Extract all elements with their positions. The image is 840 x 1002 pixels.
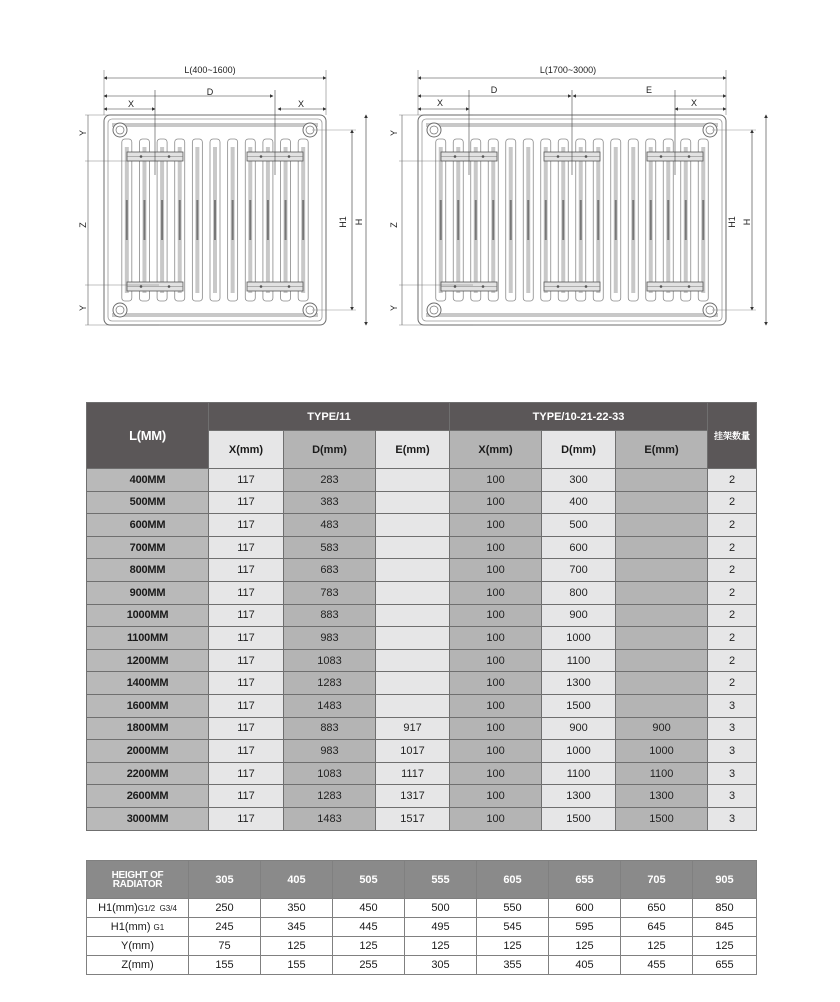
d-type11-cell: 1083 bbox=[284, 762, 376, 785]
height-value-cell: 255 bbox=[333, 956, 405, 975]
length-cell: 1400MM bbox=[87, 672, 209, 695]
x-type11-cell: 117 bbox=[209, 807, 284, 830]
height-column-header: 405 bbox=[261, 861, 333, 899]
e-type10-cell bbox=[616, 649, 708, 672]
height-value-cell: 125 bbox=[549, 937, 621, 956]
e-type10-cell bbox=[616, 672, 708, 695]
length-cell: 600MM bbox=[87, 514, 209, 537]
radiator-drawings bbox=[0, 0, 840, 340]
bracket-screw-icon bbox=[585, 285, 588, 288]
table-row bbox=[87, 956, 757, 975]
table-row bbox=[87, 717, 757, 740]
bracket-quantity-cell: 2 bbox=[708, 469, 757, 492]
fin-shade bbox=[667, 200, 669, 240]
e-type10-cell bbox=[616, 491, 708, 514]
x-type10-cell: 100 bbox=[450, 581, 542, 604]
bracket-quantity-header: 挂架数量 bbox=[708, 403, 757, 469]
row-label-main: H1(mm) bbox=[98, 902, 138, 914]
height-value-cell: 155 bbox=[261, 956, 333, 975]
dim-x-left-label: X bbox=[127, 99, 135, 109]
x-type10-cell: 100 bbox=[450, 807, 542, 830]
col-header-e-type11: E(mm) bbox=[376, 431, 450, 469]
col-header-x-type10: X(mm) bbox=[450, 431, 542, 469]
dim-h1-label: H1 bbox=[727, 216, 737, 228]
x-type11-cell: 117 bbox=[209, 627, 284, 650]
e-type10-cell: 900 bbox=[616, 717, 708, 740]
fin-shade bbox=[126, 200, 128, 240]
e-type10-cell bbox=[616, 581, 708, 604]
bracket-spacing-rows bbox=[87, 469, 757, 831]
x-type11-cell: 117 bbox=[209, 717, 284, 740]
bracket-screw-icon bbox=[482, 285, 485, 288]
row-label bbox=[87, 899, 189, 918]
d-type11-cell: 1283 bbox=[284, 785, 376, 808]
height-value-cell: 550 bbox=[477, 899, 549, 918]
table-row bbox=[87, 469, 757, 492]
length-cell: 3000MM bbox=[87, 807, 209, 830]
fin-shade bbox=[179, 200, 181, 240]
bracket-quantity-cell: 3 bbox=[708, 717, 757, 740]
height-value-cell: 495 bbox=[405, 918, 477, 937]
d-type10-cell: 1000 bbox=[542, 740, 616, 763]
table-row bbox=[87, 536, 757, 559]
e-type11-cell bbox=[376, 536, 450, 559]
table-row bbox=[87, 649, 757, 672]
dim-y-top-label: Y bbox=[389, 129, 399, 137]
height-column-header: 505 bbox=[333, 861, 405, 899]
d-type10-cell: 500 bbox=[542, 514, 616, 537]
x-type10-cell: 100 bbox=[450, 649, 542, 672]
height-column-header: 655 bbox=[549, 861, 621, 899]
height-value-cell: 155 bbox=[189, 956, 261, 975]
row-label-main: Y(mm) bbox=[121, 940, 154, 952]
bracket-screw-icon bbox=[140, 155, 143, 158]
dim-d-label: D bbox=[206, 87, 214, 97]
e-type11-cell bbox=[376, 694, 450, 717]
height-column-header: 605 bbox=[477, 861, 549, 899]
d-type11-cell: 283 bbox=[284, 469, 376, 492]
bracket-screw-icon bbox=[454, 285, 457, 288]
e-type11-cell: 1517 bbox=[376, 807, 450, 830]
x-type10-cell: 100 bbox=[450, 785, 542, 808]
col-header-d-type10: D(mm) bbox=[542, 431, 616, 469]
fin-shade bbox=[650, 200, 652, 240]
bracket-screw-icon bbox=[688, 285, 691, 288]
e-type11-cell bbox=[376, 469, 450, 492]
fin-shade bbox=[597, 200, 599, 240]
height-value-cell: 845 bbox=[693, 918, 757, 937]
d-type11-cell: 883 bbox=[284, 604, 376, 627]
x-type11-cell: 117 bbox=[209, 559, 284, 582]
bracket-quantity-cell: 2 bbox=[708, 581, 757, 604]
fin-shade bbox=[302, 200, 304, 240]
height-value-cell: 405 bbox=[549, 956, 621, 975]
d-type10-cell: 400 bbox=[542, 491, 616, 514]
row-label-thread: G1 bbox=[153, 923, 165, 932]
x-type10-cell: 100 bbox=[450, 514, 542, 537]
bracket-quantity-cell: 3 bbox=[708, 762, 757, 785]
fin-shade bbox=[475, 200, 477, 240]
bracket-screw-icon bbox=[260, 155, 263, 158]
dim-z-label: Z bbox=[78, 222, 88, 228]
bracket-screw-icon bbox=[288, 285, 291, 288]
height-value-cell: 450 bbox=[333, 899, 405, 918]
bracket-quantity-cell: 2 bbox=[708, 627, 757, 650]
height-value-cell: 645 bbox=[621, 918, 693, 937]
height-rows bbox=[87, 899, 757, 975]
d-type10-cell: 1100 bbox=[542, 649, 616, 672]
height-value-cell: 595 bbox=[549, 918, 621, 937]
height-value-cell: 125 bbox=[333, 937, 405, 956]
d-type11-cell: 1483 bbox=[284, 807, 376, 830]
length-header: L(MM) bbox=[87, 403, 209, 469]
type-10-21-22-33-header: TYPE/10-21-22-33 bbox=[450, 403, 708, 431]
x-type11-cell: 117 bbox=[209, 514, 284, 537]
fin-shade bbox=[527, 200, 529, 240]
table-row bbox=[87, 918, 757, 937]
d-type10-cell: 1000 bbox=[542, 627, 616, 650]
table-row bbox=[87, 604, 757, 627]
length-cell: 1100MM bbox=[87, 627, 209, 650]
fin-shade bbox=[143, 200, 145, 240]
d-type11-cell: 483 bbox=[284, 514, 376, 537]
e-type11-cell bbox=[376, 649, 450, 672]
e-type10-cell bbox=[616, 536, 708, 559]
length-cell: 700MM bbox=[87, 536, 209, 559]
bracket-screw-icon bbox=[688, 155, 691, 158]
height-value-cell: 350 bbox=[261, 899, 333, 918]
bracket-screw-icon bbox=[557, 155, 560, 158]
fin-shade bbox=[161, 200, 163, 240]
height-value-cell: 455 bbox=[621, 956, 693, 975]
x-type10-cell: 100 bbox=[450, 694, 542, 717]
height-header-line1: HEIGHT OF bbox=[111, 869, 164, 881]
fin-shade bbox=[457, 200, 459, 240]
x-type11-cell: 117 bbox=[209, 604, 284, 627]
length-cell: 500MM bbox=[87, 491, 209, 514]
d-type10-cell: 800 bbox=[542, 581, 616, 604]
x-type11-cell: 117 bbox=[209, 649, 284, 672]
fin-shade bbox=[615, 200, 617, 240]
dim-d-label: D bbox=[490, 85, 498, 95]
length-cell: 1000MM bbox=[87, 604, 209, 627]
bracket-screw-icon bbox=[168, 285, 171, 288]
length-cell: 2000MM bbox=[87, 740, 209, 763]
d-type11-cell: 783 bbox=[284, 581, 376, 604]
fin-shade bbox=[702, 200, 704, 240]
table-row bbox=[87, 937, 757, 956]
e-type10-cell bbox=[616, 514, 708, 537]
table-row bbox=[87, 694, 757, 717]
x-type10-cell: 100 bbox=[450, 717, 542, 740]
connection-port-icon bbox=[113, 123, 127, 137]
height-value-cell: 125 bbox=[261, 937, 333, 956]
dim-y-bottom-label: Y bbox=[389, 304, 399, 312]
row-label-thread: G1/2 G3/4 bbox=[137, 904, 177, 913]
e-type10-cell bbox=[616, 469, 708, 492]
bracket-quantity-cell: 2 bbox=[708, 491, 757, 514]
top-strip bbox=[112, 123, 318, 127]
length-cell: 2200MM bbox=[87, 762, 209, 785]
x-type11-cell: 117 bbox=[209, 785, 284, 808]
e-type10-cell: 1000 bbox=[616, 740, 708, 763]
height-value-cell: 650 bbox=[621, 899, 693, 918]
x-type11-cell: 117 bbox=[209, 762, 284, 785]
table-row bbox=[87, 627, 757, 650]
bracket-screw-icon bbox=[660, 285, 663, 288]
e-type11-cell: 1317 bbox=[376, 785, 450, 808]
fin-shade bbox=[545, 200, 547, 240]
e-type10-cell bbox=[616, 604, 708, 627]
height-value-cell: 245 bbox=[189, 918, 261, 937]
d-type11-cell: 683 bbox=[284, 559, 376, 582]
bracket-screw-icon bbox=[454, 155, 457, 158]
table-row bbox=[87, 785, 757, 808]
height-value-cell: 75 bbox=[189, 937, 261, 956]
table-row bbox=[87, 514, 757, 537]
length-cell: 400MM bbox=[87, 469, 209, 492]
bracket-screw-icon bbox=[557, 285, 560, 288]
bracket-spacing-table bbox=[86, 402, 757, 831]
height-value-cell: 600 bbox=[549, 899, 621, 918]
e-type10-cell bbox=[616, 559, 708, 582]
d-type10-cell: 700 bbox=[542, 559, 616, 582]
height-value-cell: 250 bbox=[189, 899, 261, 918]
col-header-d-type11: D(mm) bbox=[284, 431, 376, 469]
height-value-cell: 345 bbox=[261, 918, 333, 937]
d-type10-cell: 900 bbox=[542, 717, 616, 740]
d-type10-cell: 900 bbox=[542, 604, 616, 627]
bracket-quantity-cell: 2 bbox=[708, 559, 757, 582]
bracket-quantity-cell: 3 bbox=[708, 740, 757, 763]
col-header-x-type11: X(mm) bbox=[209, 431, 284, 469]
fin-shade bbox=[267, 200, 269, 240]
drawing-canvas bbox=[0, 0, 840, 340]
d-type11-cell: 1283 bbox=[284, 672, 376, 695]
dim-x-left-label: X bbox=[436, 98, 444, 108]
table-row bbox=[87, 807, 757, 830]
height-value-cell: 850 bbox=[693, 899, 757, 918]
x-type10-cell: 100 bbox=[450, 604, 542, 627]
e-type10-cell bbox=[616, 627, 708, 650]
height-value-cell: 305 bbox=[405, 956, 477, 975]
dim-h1-label: H1 bbox=[338, 216, 348, 228]
d-type10-cell: 1500 bbox=[542, 694, 616, 717]
height-value-cell: 125 bbox=[693, 937, 757, 956]
d-type10-cell: 1100 bbox=[542, 762, 616, 785]
x-type10-cell: 100 bbox=[450, 469, 542, 492]
row-label bbox=[87, 918, 189, 937]
height-value-cell: 445 bbox=[333, 918, 405, 937]
type-11-header: TYPE/11 bbox=[209, 403, 450, 431]
height-column-header: 555 bbox=[405, 861, 477, 899]
bracket-quantity-cell: 2 bbox=[708, 536, 757, 559]
e-type11-cell bbox=[376, 581, 450, 604]
height-value-cell: 545 bbox=[477, 918, 549, 937]
height-value-cell: 355 bbox=[477, 956, 549, 975]
x-type10-cell: 100 bbox=[450, 762, 542, 785]
connection-port-icon bbox=[113, 303, 127, 317]
x-type10-cell: 100 bbox=[450, 627, 542, 650]
dim-x-right-label: X bbox=[297, 99, 305, 109]
fin-shade bbox=[214, 200, 216, 240]
connection-port-icon bbox=[427, 303, 441, 317]
d-type10-cell: 1500 bbox=[542, 807, 616, 830]
dim-e-label: E bbox=[645, 85, 653, 95]
fin-shade bbox=[249, 200, 251, 240]
height-value-cell: 125 bbox=[621, 937, 693, 956]
bracket-quantity-cell: 3 bbox=[708, 785, 757, 808]
height-column-header: 905 bbox=[693, 861, 757, 899]
bracket-quantity-cell: 2 bbox=[708, 604, 757, 627]
e-type11-cell: 917 bbox=[376, 717, 450, 740]
dim-length-label: L(1700~3000) bbox=[539, 65, 597, 75]
e-type11-cell bbox=[376, 672, 450, 695]
height-of-radiator-header bbox=[87, 861, 189, 899]
table-row bbox=[87, 762, 757, 785]
fin-shade bbox=[196, 200, 198, 240]
radiator-height-table bbox=[86, 860, 757, 975]
row-label-main: H1(mm) bbox=[110, 921, 154, 933]
bottom-strip bbox=[112, 313, 318, 317]
bottom-strip bbox=[426, 313, 718, 317]
height-value-cell: 125 bbox=[405, 937, 477, 956]
d-type10-cell: 300 bbox=[542, 469, 616, 492]
dim-length-label: L(400~1600) bbox=[184, 65, 236, 75]
x-type11-cell: 117 bbox=[209, 581, 284, 604]
d-type11-cell: 1483 bbox=[284, 694, 376, 717]
x-type11-cell: 117 bbox=[209, 740, 284, 763]
bracket-quantity-cell: 3 bbox=[708, 807, 757, 830]
x-type10-cell: 100 bbox=[450, 559, 542, 582]
e-type11-cell bbox=[376, 627, 450, 650]
height-header-line2: RADIATOR bbox=[112, 878, 163, 890]
dim-y-top-label: Y bbox=[78, 129, 88, 137]
d-type10-cell: 600 bbox=[542, 536, 616, 559]
row-label-main: Z(mm) bbox=[121, 959, 154, 971]
dim-x-right-label: X bbox=[690, 98, 698, 108]
bracket-quantity-cell: 3 bbox=[708, 694, 757, 717]
fin-shade bbox=[285, 200, 287, 240]
row-label bbox=[87, 937, 189, 956]
length-cell: 2600MM bbox=[87, 785, 209, 808]
bracket-screw-icon bbox=[585, 155, 588, 158]
dim-y-bottom-label: Y bbox=[78, 304, 88, 312]
height-value-cell: 500 bbox=[405, 899, 477, 918]
length-cell: 800MM bbox=[87, 559, 209, 582]
d-type11-cell: 983 bbox=[284, 627, 376, 650]
table-row bbox=[87, 672, 757, 695]
x-type10-cell: 100 bbox=[450, 536, 542, 559]
x-type11-cell: 117 bbox=[209, 491, 284, 514]
d-type10-cell: 1300 bbox=[542, 672, 616, 695]
fin-shade bbox=[492, 200, 494, 240]
fin-shade bbox=[580, 200, 582, 240]
bracket-quantity-cell: 2 bbox=[708, 514, 757, 537]
fin-shade bbox=[440, 200, 442, 240]
x-type11-cell: 117 bbox=[209, 536, 284, 559]
length-cell: 900MM bbox=[87, 581, 209, 604]
x-type11-cell: 117 bbox=[209, 694, 284, 717]
x-type10-cell: 100 bbox=[450, 672, 542, 695]
col-header-e-type10: E(mm) bbox=[616, 431, 708, 469]
bracket-screw-icon bbox=[482, 155, 485, 158]
bracket-screw-icon bbox=[288, 155, 291, 158]
height-header-row bbox=[87, 861, 757, 899]
d-type11-cell: 983 bbox=[284, 740, 376, 763]
connection-port-icon bbox=[427, 123, 441, 137]
table-row bbox=[87, 899, 757, 918]
length-cell: 1800MM bbox=[87, 717, 209, 740]
x-type10-cell: 100 bbox=[450, 491, 542, 514]
e-type11-cell bbox=[376, 604, 450, 627]
height-column-header: 305 bbox=[189, 861, 261, 899]
e-type10-cell: 1300 bbox=[616, 785, 708, 808]
d-type11-cell: 583 bbox=[284, 536, 376, 559]
e-type10-cell: 1100 bbox=[616, 762, 708, 785]
bracket-screw-icon bbox=[260, 285, 263, 288]
bracket-screw-icon bbox=[660, 155, 663, 158]
fin-shade bbox=[232, 200, 234, 240]
height-value-cell: 125 bbox=[477, 937, 549, 956]
fin-shade bbox=[685, 200, 687, 240]
height-value-cell: 655 bbox=[693, 956, 757, 975]
fin-shade bbox=[510, 200, 512, 240]
e-type10-cell: 1500 bbox=[616, 807, 708, 830]
x-type11-cell: 117 bbox=[209, 469, 284, 492]
e-type11-cell: 1117 bbox=[376, 762, 450, 785]
drawing-large-radiator bbox=[399, 70, 766, 325]
e-type10-cell bbox=[616, 694, 708, 717]
row-label bbox=[87, 956, 189, 975]
dim-h-label: H bbox=[742, 218, 752, 226]
x-type11-cell: 117 bbox=[209, 672, 284, 695]
length-cell: 1200MM bbox=[87, 649, 209, 672]
e-type11-cell bbox=[376, 514, 450, 537]
fin-shade bbox=[632, 200, 634, 240]
bracket-quantity-cell: 2 bbox=[708, 672, 757, 695]
fin-shade bbox=[562, 200, 564, 240]
table-row bbox=[87, 559, 757, 582]
d-type11-cell: 883 bbox=[284, 717, 376, 740]
dim-h-label: H bbox=[354, 218, 364, 226]
d-type10-cell: 1300 bbox=[542, 785, 616, 808]
d-type11-cell: 383 bbox=[284, 491, 376, 514]
height-column-header: 705 bbox=[621, 861, 693, 899]
length-cell: 1600MM bbox=[87, 694, 209, 717]
table-row bbox=[87, 491, 757, 514]
bracket-quantity-cell: 2 bbox=[708, 649, 757, 672]
bracket-screw-icon bbox=[140, 285, 143, 288]
dim-z-label: Z bbox=[389, 222, 399, 228]
e-type11-cell bbox=[376, 559, 450, 582]
e-type11-cell: 1017 bbox=[376, 740, 450, 763]
x-type10-cell: 100 bbox=[450, 740, 542, 763]
table-row bbox=[87, 581, 757, 604]
table-row bbox=[87, 740, 757, 763]
bracket-screw-icon bbox=[168, 155, 171, 158]
e-type11-cell bbox=[376, 491, 450, 514]
d-type11-cell: 1083 bbox=[284, 649, 376, 672]
